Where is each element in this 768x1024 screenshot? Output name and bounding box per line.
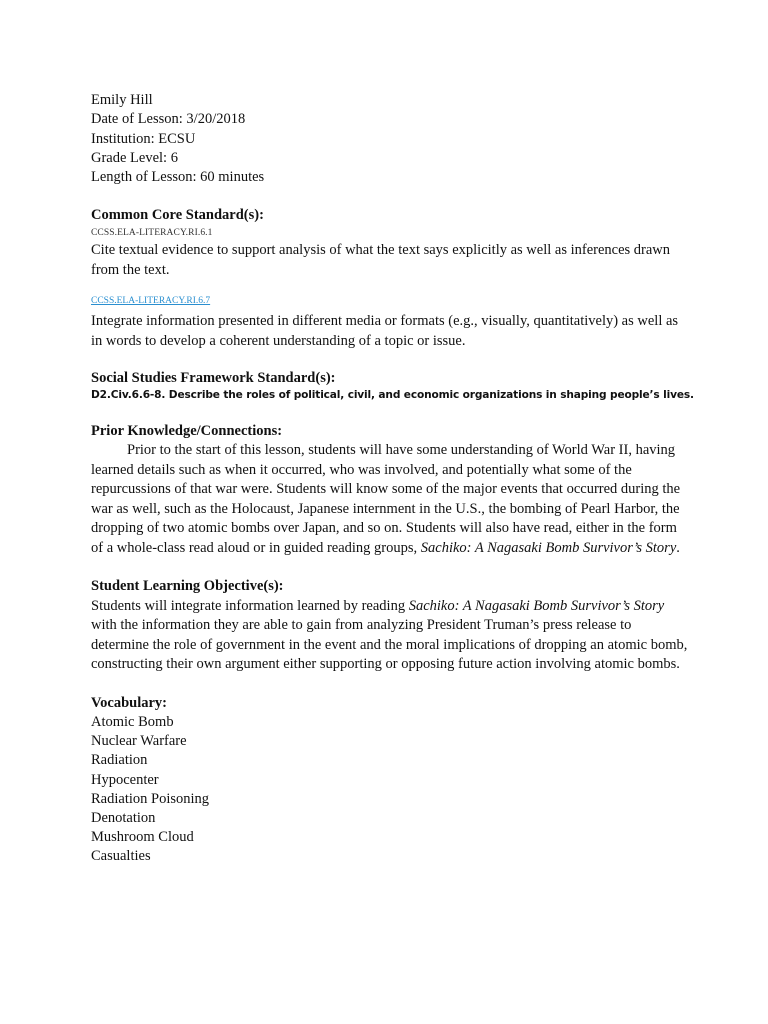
vocabulary-section [91,694,691,867]
objectives-text-end: with the information they are able to gain from analyzing President Truman’s press release to determine the role of government in the event and the moral implications of dropping an atomic bomb, constructing their own argument either supporting or opposing future action involving atomic bombs. [91,617,688,673]
vocabulary-item: Hypocenter [91,771,159,788]
common-core-section [91,206,691,351]
vocabulary-item: Nuclear Warfare [91,733,187,750]
grade-level: Grade Level: 6 [91,149,178,166]
lesson-plan-page [91,91,694,867]
author-name: Emily Hill [91,92,153,108]
header-block [91,91,691,187]
vocabulary-heading: Vocabulary: [91,694,167,711]
common-core-heading: Common Core Standard(s): [91,207,264,224]
standard-code: CCSS.ELA-LITERACY.RI.6.1 [91,227,213,238]
vocabulary-item: Casualties [91,848,151,865]
institution: Institution: ECSU [91,130,196,147]
lesson-date: Date of Lesson: 3/20/2018 [91,111,246,128]
standard-text: Integrate information presented in different media or formats (e.g., visually, quantitatively) as well as in words to develop a coherent understanding of a topic or issue. [91,312,679,350]
book-title: Sachiko: A Nagasaki Bomb Survivor’s Story [420,539,677,556]
standard-text: Cite textual evidence to support analysis of what the text says explicitly as well as inferences drawn from the text. [91,241,671,279]
vocabulary-item: Atomic Bomb [91,713,174,730]
social-studies-standard: D2.Civ.6.6-8. Describe the roles of political, civil, and economic organizations in shaping people’s lives. [91,389,694,402]
objectives-section [91,577,691,674]
vocabulary-item: Denotation [91,809,156,826]
sentence-end: . [676,539,680,556]
objectives-heading: Student Learning Objective(s): [91,578,284,595]
vocabulary-item: Radiation [91,752,148,769]
social-studies-section [91,369,694,403]
vocabulary-item: Mushroom Cloud [91,829,194,846]
book-title: Sachiko: A Nagasaki Bomb Survivor’s Story [408,597,665,614]
prior-knowledge-section [91,422,691,558]
social-studies-heading: Social Studies Framework Standard(s): [91,369,336,386]
prior-knowledge-text: Prior to the start of this lesson, students will have some understanding of World War II, having learned details such as when it occurred, who was involved, and potentially what some of the repurcussions of that war were. Students will know some of the major events that occurred during the war as well, such as the Holocaust, Japanese internment in the U.S., the bombing of Pearl Harbor, the dropping of two atomic bombs over Japan, and so on. Students will also have read, either in the form of a whole-class read aloud or in guided reading groups, [91,442,681,556]
objectives-paragraph [91,597,691,675]
prior-knowledge-heading: Prior Knowledge/Connections: [91,423,283,440]
lesson-length: Length of Lesson: 60 minutes [91,169,265,186]
vocabulary-item: Radiation Poisoning [91,790,210,807]
prior-knowledge-paragraph [91,441,691,558]
objectives-text-start: Students will integrate information learned by reading [91,597,409,614]
standard-link[interactable]: CCSS.ELA-LITERACY.RI.6.7 [91,295,211,306]
